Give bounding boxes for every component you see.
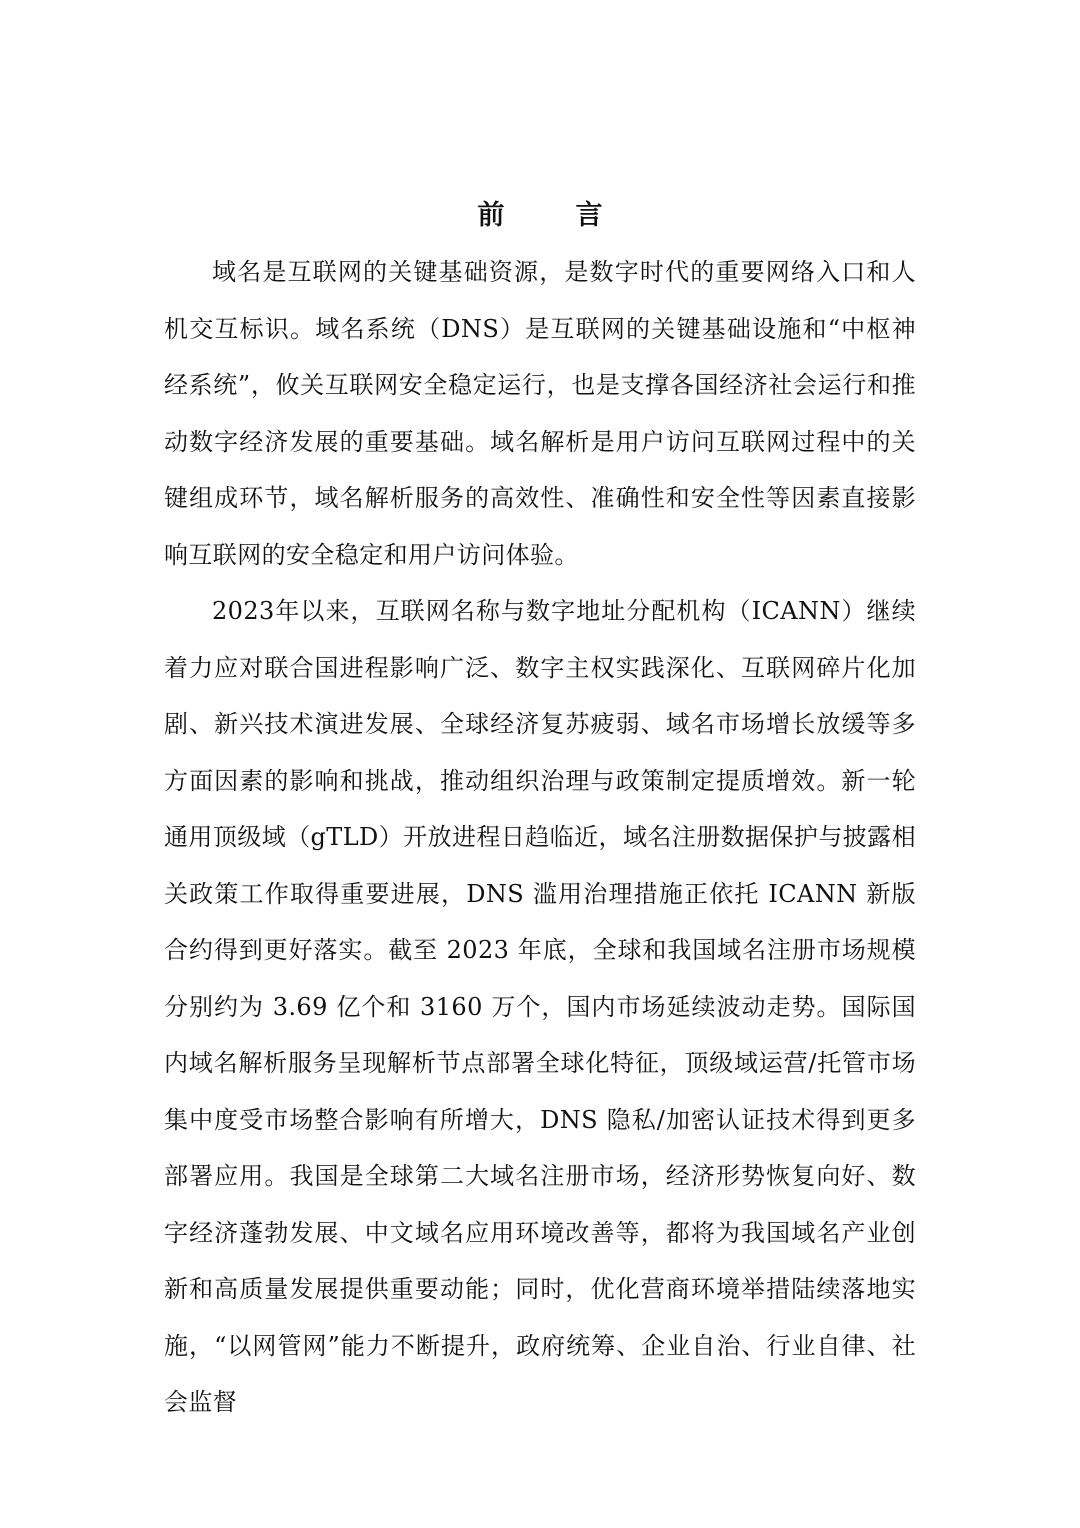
paragraph-1: 域名是互联网的关键基础资源，是数字时代的重要网络入口和人机交互标识。域名系统（DNS）是互联网的关键基础设施和“中枢神经系统”，攸关互联网安全稳定运行，也是支撑各国经济社会运行和推动数字经济发展的重要基础。域名解析是用户访问互联网过程中的关键组成环节，域名解析服务的高效性、准确性和安全性等因素直接影响互联网的安全稳定和用户访问体验。 bbox=[164, 258, 916, 569]
page-title: 前 言 bbox=[477, 200, 625, 231]
paragraph-2: 2023年以来，互联网名称与数字地址分配机构（ICANN）继续着力应对联合国进程影响广泛、数字主权实践深化、互联网碎片化加剧、新兴技术演进发展、全球经济复苏疲弱、域名市场增长放缓等多方面因素的影响和挑战，推动组织治理与政策制定提质增效。新一轮通用顶级域（gTLD）开放进程日趋临近，域名注册数据保护与披露相关政策工作取得重要进展，DNS 滥用治理措施正依托 ICANN 新版合约得到更好落实。截至 2023 年底，全球和我国域名注册市场规模分别约为 3.69 亿个和 3160 万个，国内市场延续波动走势。国际国内域名解析服务呈现解析节点部署全球化特征，顶级域运营/托管市场集中度受市场整合影响有所增大，DNS 隐私/加密认证技术得到更多部署应用。我国是全球第二大域名注册市场，经济形势恢复向好、数字经济蓬勃发展、中文域名应用环境改善等，都将为我国域名产业创新和高质量发展提供重要动能；同时，优化营商环境举措陆续落地实施，“以网管网”能力不断提升，政府统筹、企业自治、行业自律、社会监督 bbox=[164, 597, 916, 1416]
document-body bbox=[164, 244, 916, 1431]
